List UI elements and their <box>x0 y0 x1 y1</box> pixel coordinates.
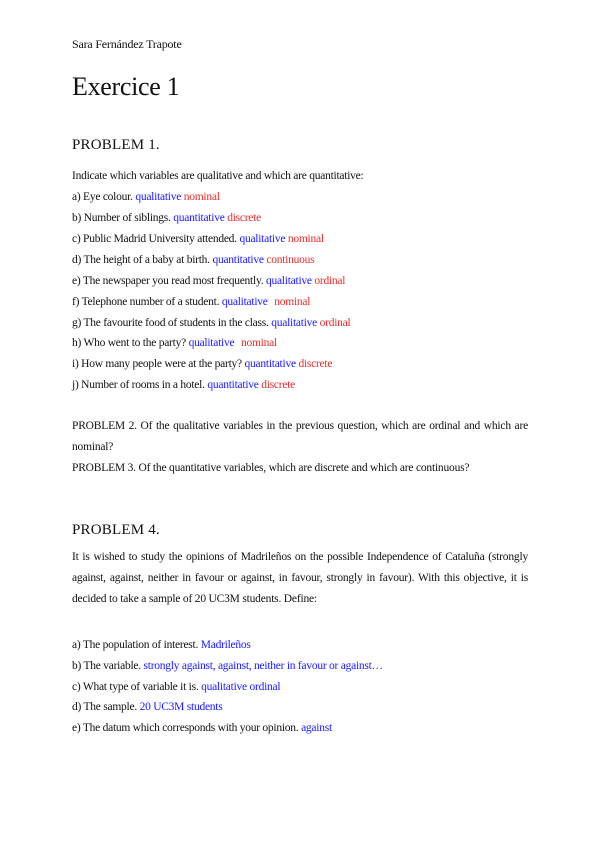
answer-subtype: discrete <box>261 379 296 391</box>
answer-subtype: nominal <box>183 191 220 203</box>
question-text: e) The newspaper you read most frequently. <box>72 275 264 287</box>
problem-4-item-b <box>72 660 532 672</box>
problem-1-item-d <box>72 254 532 266</box>
question-text: c) What type of variable it is. <box>72 681 199 693</box>
page-title: Exercice 1 <box>72 72 180 101</box>
question-text: g) The favourite food of students in the class. <box>72 317 269 329</box>
problem-1-item-f <box>72 296 532 308</box>
problem-1-intro: Indicate which variables are qualitative and which are quantitative: <box>72 170 364 182</box>
answer-type: quantitative <box>173 212 225 224</box>
question-text: h) Who went to the party? <box>72 337 186 349</box>
problem-1-item-b <box>72 212 532 224</box>
problem-1-heading: PROBLEM 1. <box>72 137 160 153</box>
problem-4-intro: It is wished to study the opinions of Madrileños on the possible Independence of Cataluña (strongly against, against, neither in favour or against, in favour, strongly in favour). With this objective, it is decided to take a sample of 20 UC3M students. Define: <box>72 551 528 605</box>
problem-3-text: PROBLEM 3. Of the quantitative variables, which are discrete and which are continuous? <box>72 462 470 474</box>
problem-4-heading: PROBLEM 4. <box>72 522 160 538</box>
question-text: d) The height of a baby at birth. <box>72 254 210 266</box>
answer-type: quantitative <box>207 379 259 391</box>
answer-subtype: nominal <box>240 337 277 349</box>
problem-2-text: PROBLEM 2. Of the qualitative variables in the previous question, which are ordinal and which are nominal? <box>72 420 528 453</box>
answer-text: 20 UC3M students <box>139 701 223 713</box>
answer-type: qualitative <box>271 317 318 329</box>
answer-subtype: discrete <box>227 212 261 224</box>
problem-4-item-c <box>72 681 532 693</box>
problem-4-item-a <box>72 639 532 651</box>
question-text: f) Telephone number of a student. <box>72 296 220 308</box>
question-text: a) Eye colour. <box>72 191 133 203</box>
answer-text: Madrileños <box>200 639 251 651</box>
answer-type: quantitative <box>212 254 264 266</box>
problem-1-item-g <box>72 317 532 329</box>
question-text: a) The population of interest. <box>72 639 199 651</box>
answer-type: qualitative <box>265 275 312 287</box>
question-text: c) Public Madrid University attended. <box>72 233 237 245</box>
problem-1-item-i <box>72 358 532 370</box>
answer-subtype: nominal <box>287 233 324 245</box>
problem-1-item-h <box>72 337 532 349</box>
problem-1-item-j <box>72 379 532 391</box>
answer-type: qualitative <box>221 296 268 308</box>
answer-text: against <box>301 722 332 734</box>
problem-1-item-e <box>72 275 532 287</box>
answer-type: qualitative <box>188 337 235 349</box>
answer-text: strongly against, against, neither in favour or against… <box>143 660 383 672</box>
answer-subtype: ordinal <box>314 275 346 287</box>
answer-type: quantitative <box>244 358 296 370</box>
author-name: Sara Fernández Trapote <box>72 37 182 51</box>
answer-subtype: nominal <box>274 296 311 308</box>
question-text: i) How many people were at the party? <box>72 358 242 370</box>
answer-type: qualitative <box>239 233 286 245</box>
answer-subtype: continuous <box>266 254 315 266</box>
problem-1-item-c <box>72 233 532 245</box>
answer-subtype: discrete <box>298 358 333 370</box>
problem-4-item-d <box>72 701 532 713</box>
answer-subtype: ordinal <box>319 317 351 329</box>
question-text: b) Number of siblings. <box>72 212 171 224</box>
question-text: e) The datum which corresponds with your opinion. <box>72 722 299 734</box>
question-text: d) The sample. <box>72 701 137 713</box>
problem-1-item-a <box>72 191 532 203</box>
problem-4-item-e <box>72 722 532 734</box>
question-text: b) The variable. <box>72 660 141 672</box>
question-text: j) Number of rooms in a hotel. <box>72 379 205 391</box>
answer-text: qualitative ordinal <box>201 681 281 693</box>
answer-type: qualitative <box>135 191 182 203</box>
